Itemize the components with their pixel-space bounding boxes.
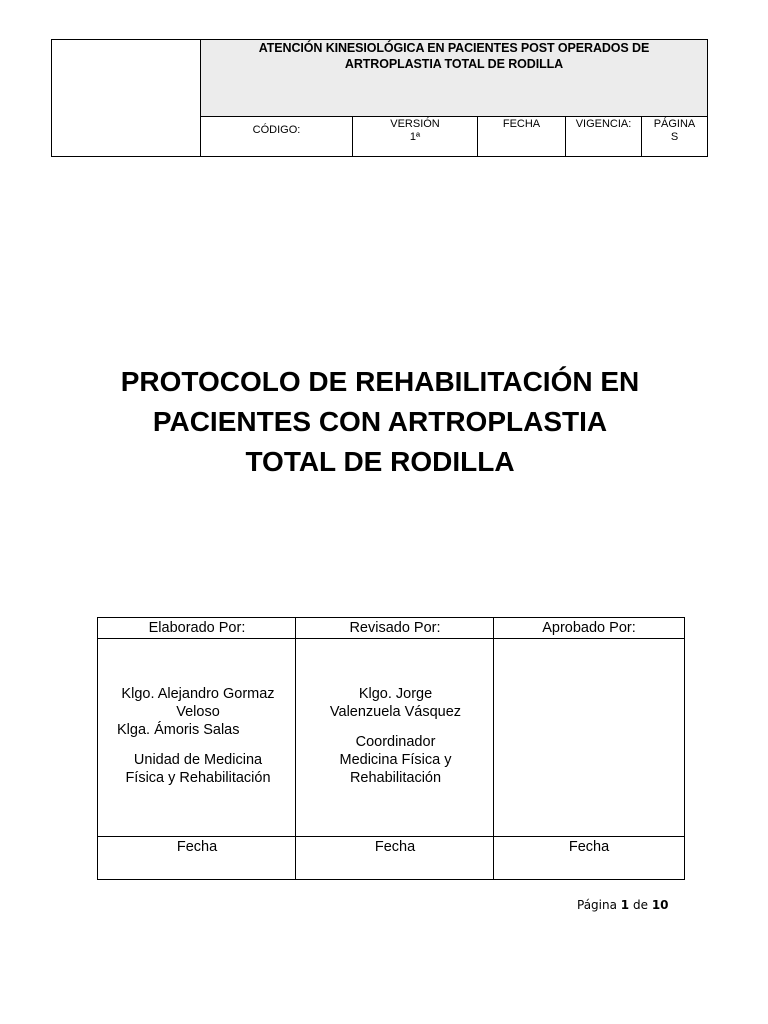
page-number (577, 898, 669, 912)
elaborado-unit-line2: Física y Rehabilitación (125, 770, 271, 786)
paginas-label-line1: PÁGINA (653, 118, 696, 130)
revisado-role-line1: Coordinador (355, 734, 436, 750)
codigo-cell (201, 117, 353, 156)
header-title-line2: ARTROPLASTIA TOTAL DE RODILLA (344, 57, 564, 71)
elaborado-name1-line2: Veloso (176, 704, 220, 720)
elaborado-content (108, 685, 288, 787)
table-divider (98, 836, 684, 837)
revisado-header: Revisado Por: (349, 620, 441, 636)
page-number-of: de (632, 898, 648, 912)
header-title-line1: ATENCIÓN KINESIOLÓGICA EN PACIENTES POST OPERADOS DE (258, 41, 650, 55)
elaborado-header: Elaborado Por: (148, 620, 246, 636)
paginas-label-line2: S (670, 131, 679, 143)
elaborado-fecha: Fecha (176, 839, 218, 855)
paginas-cell (642, 117, 707, 156)
revisado-role-line2: Medicina Física y (339, 752, 452, 768)
version-value: 1ª (409, 131, 421, 143)
elaborado-name1-line1: Klgo. Alejandro Gormaz (121, 686, 275, 702)
revisado-content (308, 685, 483, 787)
aprobado-fecha: Fecha (568, 839, 610, 855)
fecha-cell (478, 117, 566, 156)
revisado-fecha: Fecha (374, 839, 416, 855)
page-number-prefix: Página (577, 898, 617, 912)
vigencia-cell (566, 117, 642, 156)
aprobado-header: Aprobado Por: (542, 620, 636, 636)
fecha-label: FECHA (502, 118, 541, 130)
version-label: VERSIÓN (390, 118, 440, 130)
table-divider (98, 638, 684, 639)
revisado-role-line3: Rehabilitación (349, 770, 442, 786)
document-title-line1: PROTOCOLO DE REHABILITACIÓN EN (120, 366, 640, 397)
approval-table (97, 617, 685, 880)
revisado-name-line2: Valenzuela Vásquez (329, 704, 462, 720)
logo-cell (52, 40, 201, 156)
revisado-name-line1: Klgo. Jorge (358, 686, 433, 702)
version-cell (353, 117, 478, 156)
page-number-current: 1 (620, 898, 630, 912)
document-header-table (51, 39, 708, 157)
document-title-line2: PACIENTES CON ARTROPLASTIA (152, 406, 608, 437)
codigo-label: CÓDIGO: (252, 124, 301, 136)
page-number-total: 10 (651, 898, 669, 912)
elaborado-name2: Klga. Ámoris Salas (117, 722, 240, 738)
document-title (60, 362, 700, 482)
document-title-line3: TOTAL DE RODILLA (245, 446, 515, 477)
header-title-cell (201, 40, 707, 117)
elaborado-unit-line1: Unidad de Medicina (133, 752, 263, 768)
header-title (201, 40, 707, 72)
vigencia-label: VIGENCIA: (575, 118, 632, 130)
